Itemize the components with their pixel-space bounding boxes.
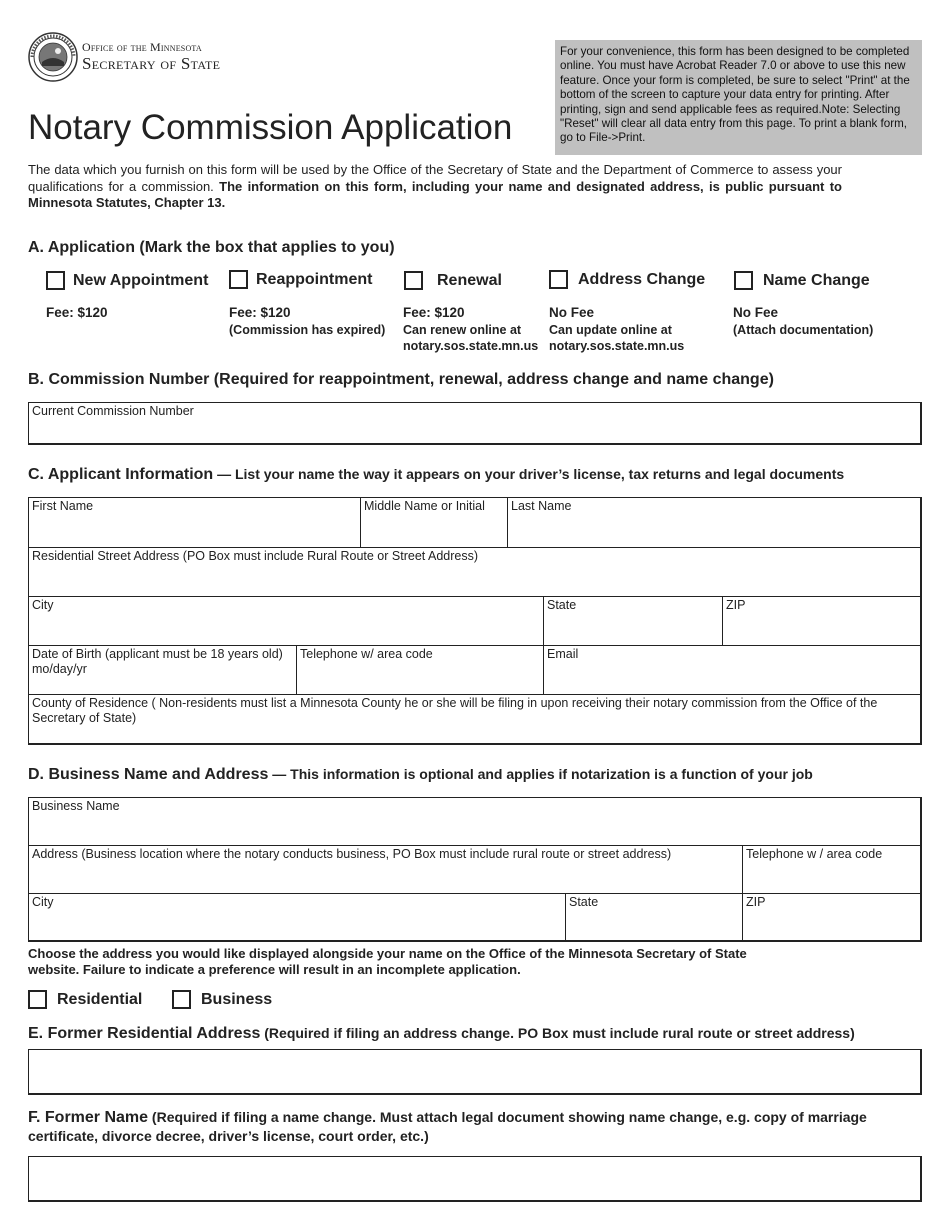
section-a-title: A. Application (Mark the box that applies to you)	[28, 239, 395, 256]
first-name-field[interactable]: First Name	[29, 498, 361, 548]
fee-note: (Commission has expired)	[229, 323, 386, 337]
checkbox-box[interactable]	[172, 990, 191, 1009]
fee-amount: Fee: $120	[403, 305, 465, 320]
fee-renewal	[403, 305, 543, 354]
fee-note: Can renew online at notary.sos.state.mn.us	[403, 323, 539, 353]
fee-reappointment	[229, 305, 385, 338]
applicant-info-table	[28, 497, 922, 745]
fee-note: (Attach documentation)	[733, 323, 874, 337]
business-name-field[interactable]: Business Name	[29, 798, 921, 846]
state-field[interactable]: State	[544, 597, 723, 646]
fee-amount: No Fee	[549, 305, 595, 320]
last-name-field[interactable]: Last Name	[508, 498, 921, 548]
zip-field[interactable]: ZIP	[723, 597, 921, 646]
fee-amount: Fee: $120	[46, 305, 108, 320]
address-preference-instructions: Choose the address you would like displayed alongside your name on the Office of the Minnesota Secretary of State website. Failure to indicate a preference will result in an incomplete application.	[28, 946, 747, 977]
fee-new-appointment	[46, 305, 108, 322]
field-label: Current Commission Number	[32, 404, 194, 418]
checkbox-label: Reappointment	[256, 270, 373, 288]
section-e-heading: E. Former Residential Address	[28, 1025, 261, 1042]
checkbox-label: Name Change	[763, 271, 870, 289]
section-f-heading: F. Former Name	[28, 1109, 149, 1126]
residential-preference-checkbox[interactable]	[28, 990, 142, 1009]
state-seal-logo	[28, 32, 78, 82]
fee-note: Can update online at notary.sos.state.mn.us	[549, 323, 685, 353]
city-field[interactable]: City	[29, 597, 544, 646]
fee-address-change	[549, 305, 689, 354]
checkbox-label: New Appointment	[73, 271, 209, 289]
section-c-title	[28, 466, 844, 484]
checkbox-box[interactable]	[734, 271, 753, 290]
section-d-subtitle: — This information is optional and applies if notarization is a function of your job	[268, 766, 813, 782]
telephone-field[interactable]: Telephone w/ area code	[297, 646, 544, 695]
business-preference-checkbox[interactable]	[172, 990, 272, 1009]
address-change-checkbox[interactable]	[549, 270, 705, 289]
office-name-line1: Office of the Minnesota	[82, 40, 202, 54]
checkbox-label: Address Change	[578, 270, 706, 288]
checkbox-label: Business	[201, 990, 273, 1008]
former-residential-address-field[interactable]	[28, 1049, 922, 1095]
section-e-subtitle: (Required if filing an address change. PO Box must include rural route or street address)	[260, 1025, 855, 1041]
fee-amount: No Fee	[733, 305, 779, 320]
intro-text: The data which you furnish on this form will be used by the Office of the Secretary of State and the Department of Commerce to assess your qualifications for a commission.	[28, 162, 842, 194]
section-b-title: B. Commission Number (Required for reappointment, renewal, address change and name change)	[28, 371, 774, 388]
reappointment-checkbox[interactable]	[229, 270, 372, 289]
page-title: Notary Commission Application	[28, 108, 513, 147]
fee-name-change	[733, 305, 873, 338]
checkbox-label: Renewal	[437, 271, 502, 289]
email-field[interactable]: Email	[544, 646, 921, 695]
office-name-line2: Secretary of State	[82, 54, 221, 73]
business-zip-field[interactable]: ZIP	[746, 895, 766, 909]
section-e-title	[28, 1025, 855, 1043]
business-info-table	[28, 797, 922, 942]
section-d-heading: D. Business Name and Address	[28, 766, 269, 783]
intro-bold-text: The information on this form, including your name and designated address, is public pursuant to Minnesota Statutes, Chapter 13.	[28, 178, 842, 210]
county-of-residence-field[interactable]: County of Residence ( Non-residents must list a Minnesota County he or she will be filing in upon receiving their notary commission from the Office of the Secretary of State)	[32, 696, 878, 725]
checkbox-box[interactable]	[549, 270, 568, 289]
section-f-title	[28, 1108, 918, 1146]
name-change-checkbox[interactable]	[734, 271, 870, 290]
business-city-field[interactable]: City	[29, 894, 566, 941]
checkbox-box[interactable]	[46, 271, 65, 290]
date-of-birth-field[interactable]: Date of Birth (applicant must be 18 years old) mo/day/yr	[29, 646, 297, 695]
business-state-field[interactable]: State	[566, 894, 743, 941]
checkbox-box[interactable]	[28, 990, 47, 1009]
section-c-subtitle: — List your name the way it appears on your driver’s license, tax returns and legal documents	[213, 466, 845, 482]
section-d-title	[28, 766, 813, 784]
residential-street-field[interactable]: Residential Street Address (PO Box must include Rural Route or Street Address)	[29, 548, 921, 597]
checkbox-box[interactable]	[404, 271, 423, 290]
former-name-field[interactable]	[28, 1156, 922, 1202]
intro-paragraph	[28, 162, 842, 212]
section-c-heading: C. Applicant Information	[28, 466, 214, 483]
new-appointment-checkbox[interactable]	[46, 271, 208, 290]
commission-number-field[interactable]	[28, 402, 922, 445]
business-address-field[interactable]: Address (Business location where the notary conducts business, PO Box must include rural route or street address)	[29, 846, 743, 894]
online-form-notice: For your convenience, this form has been designed to be completed online. You must have Acrobat Reader 7.0 or above to use this new feature. Once your form is completed, be sure to select "Print" at the bottom of the screen to capture your data entry for printing. After printing, sign and send applicable fees as required.Note: Selecting "Reset" will clear all data entry from this page. To print a blank form, go to File->Print.	[555, 40, 922, 155]
checkbox-box[interactable]	[229, 270, 248, 289]
business-telephone-field[interactable]: Telephone w / area code	[743, 846, 921, 894]
renewal-checkbox[interactable]	[404, 271, 502, 290]
checkbox-label: Residential	[57, 990, 143, 1008]
fee-amount: Fee: $120	[229, 305, 291, 320]
section-f-subtitle: (Required if filing a name change. Must attach legal document showing name change, e.g. copy of marriage certificate, divorce decree, driver’s license, court order, etc.)	[28, 1109, 867, 1144]
middle-name-field[interactable]: Middle Name or Initial	[361, 498, 508, 548]
